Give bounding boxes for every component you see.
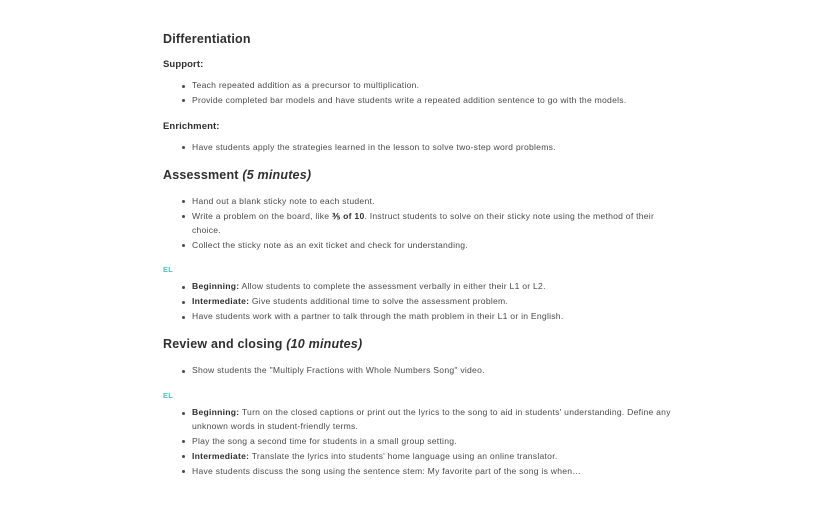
el-text: Translate the lyrics into students' home language using an online translator. xyxy=(249,450,558,461)
list-item: Teach repeated addition as a precursor to multiplication. xyxy=(182,79,683,93)
el-level-label: Beginning: xyxy=(192,407,240,418)
assessment-el-bullet-list xyxy=(163,280,683,324)
problem-suffix: . Instruct students to solve on their sticky note using the method of their choice. xyxy=(192,210,655,235)
el-level-label: Beginning: xyxy=(192,281,240,292)
el-label-assessment: EL xyxy=(163,265,174,275)
list-item xyxy=(182,310,683,324)
el-level-label: Intermediate: xyxy=(192,450,250,461)
list-item xyxy=(182,295,683,309)
support-bullet-list xyxy=(163,79,683,108)
el-label-review: EL xyxy=(163,391,174,401)
el-text: Have students work with a partner to talk through the math problem in their L1 or in English. xyxy=(192,311,564,322)
problem-expression: ⅗ of 10 xyxy=(331,210,365,221)
list-item: Hand out a blank sticky note to each student. xyxy=(182,195,683,209)
list-item: Collect the sticky note as an exit ticket and check for understanding. xyxy=(182,239,683,253)
section-duration: (10 minutes) xyxy=(286,337,363,352)
el-text: Have students discuss the song using the sentence stem: My favorite part of the song is when… xyxy=(192,465,582,476)
problem-prefix: Write a problem on the board, like xyxy=(192,210,332,221)
review-el-bullet-list xyxy=(163,406,683,479)
list-item xyxy=(182,450,683,464)
list-item xyxy=(182,435,683,449)
el-text: Turn on the closed captions or print out the lyrics to the song to aid in students' understanding. Define any unknown words in student-friendly terms. xyxy=(192,407,671,432)
el-text: Allow students to complete the assessment verbally in either their L1 or L2. xyxy=(239,281,546,292)
list-item xyxy=(182,406,683,434)
list-item: Provide completed bar models and have students write a repeated addition sentence to go with the models. xyxy=(182,94,683,108)
review-bullet-list xyxy=(163,364,683,378)
enrichment-bullet-list xyxy=(163,141,683,155)
section-heading-assessment xyxy=(163,168,683,182)
list-item xyxy=(182,210,683,238)
section-heading-differentiation xyxy=(163,32,683,46)
el-text: Give students additional time to solve the assessment problem. xyxy=(249,296,509,307)
list-item: Have students apply the strategies learned in the lesson to solve two-step word problems. xyxy=(182,141,683,155)
subsection-heading-enrichment: Enrichment: xyxy=(163,120,220,132)
list-item xyxy=(182,280,683,294)
el-text: Play the song a second time for students in a small group setting. xyxy=(192,435,457,446)
list-item: Show students the "Multiply Fractions with Whole Numbers Song" video. xyxy=(182,364,683,378)
el-level-label: Intermediate: xyxy=(192,296,250,307)
list-item xyxy=(182,465,683,479)
document-content xyxy=(163,32,683,492)
section-duration: (5 minutes) xyxy=(242,167,312,182)
section-title-text: Assessment xyxy=(163,167,239,182)
section-title-text: Differentiation xyxy=(163,32,251,46)
section-heading-review-and-closing xyxy=(163,337,683,351)
section-title-text: Review and closing xyxy=(163,337,283,352)
assessment-bullet-list xyxy=(163,195,683,253)
subsection-heading-support: Support: xyxy=(163,59,204,70)
